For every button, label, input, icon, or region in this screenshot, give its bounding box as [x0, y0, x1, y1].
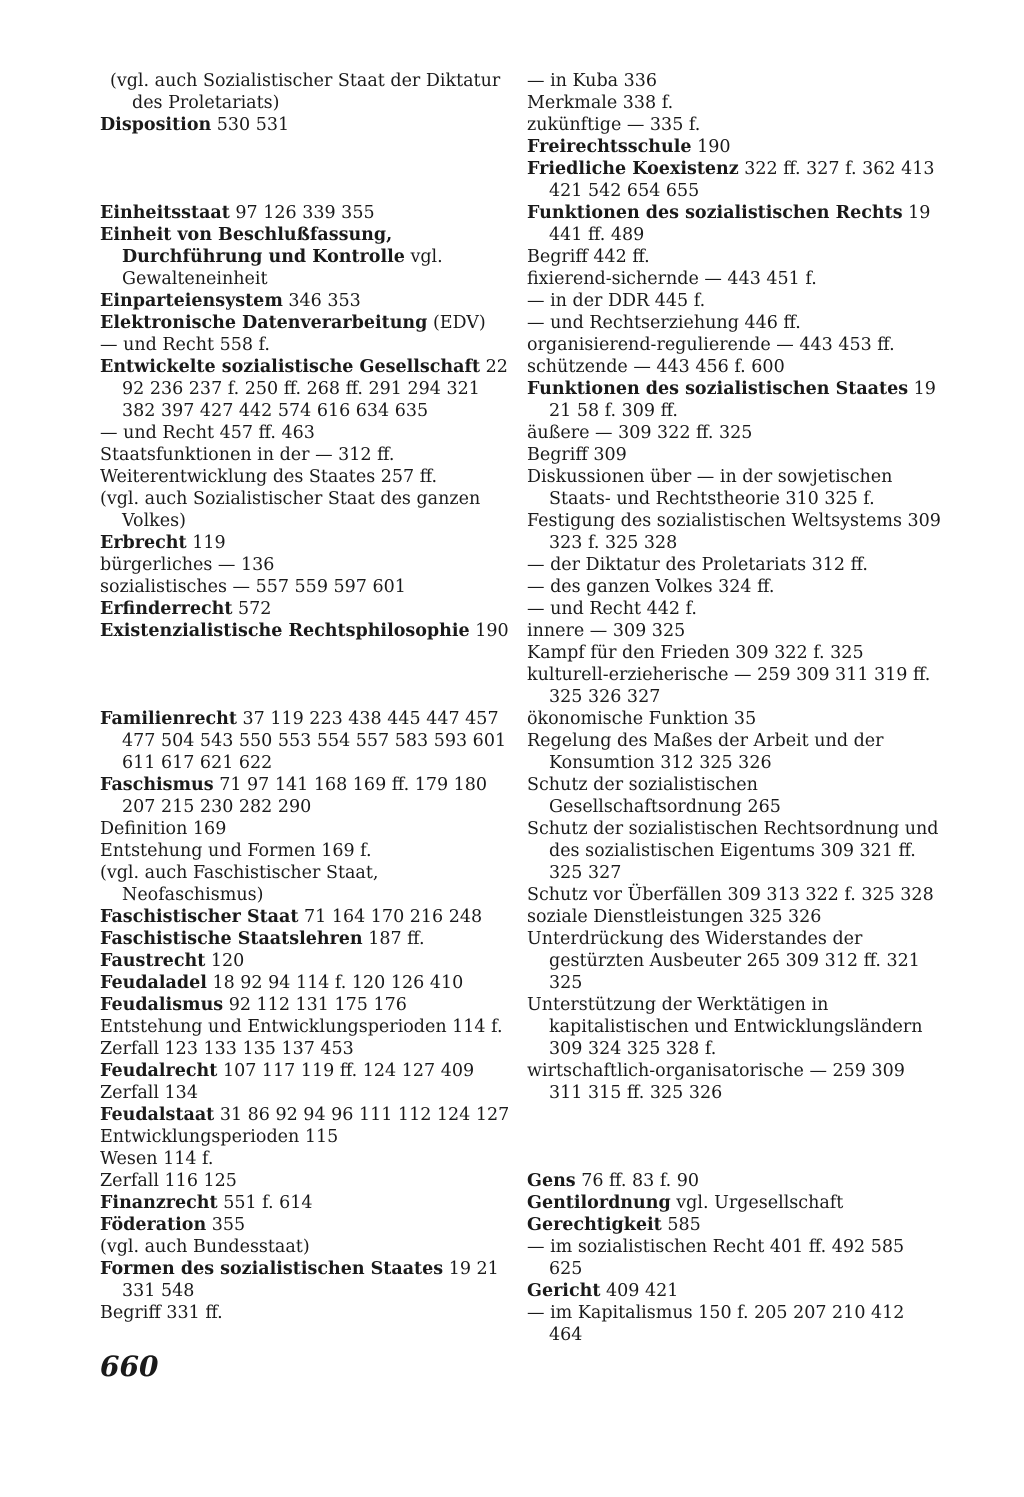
index-entry: [527, 1302, 942, 1346]
page-number: 660: [100, 1350, 159, 1383]
index-text: — im sozialistischen Recht 401 ff. 492 585 625: [527, 1237, 905, 1279]
index-heading: Einparteiensystem: [100, 291, 283, 311]
index-entry: [110, 70, 515, 114]
index-text: 119: [186, 533, 226, 553]
index-entry: [100, 1302, 515, 1324]
index-text: 22 92 236 237 f. 250 ff. 268 ff. 291 294 321 382 397 427 442 574 616 634 635: [122, 357, 508, 421]
index-text: vgl. Urgesellschaft: [670, 1193, 844, 1213]
index-entry: [100, 862, 515, 906]
index-text: 346 353: [282, 291, 361, 311]
index-heading: Erbrecht: [100, 533, 187, 553]
index-entry: [100, 224, 515, 290]
index-text: 19 441 ff. 489: [549, 203, 931, 245]
index-text: ökonomische Funktion 35: [527, 709, 757, 729]
index-text: — in der DDR 445 f.: [527, 291, 706, 311]
index-heading: Erfinderrecht: [100, 599, 233, 619]
index-text: äußere — 309 322 ff. 325: [527, 423, 753, 443]
index-entry: [100, 1060, 515, 1082]
index-heading: Feudaladel: [100, 973, 207, 993]
index-entry: [100, 1104, 515, 1126]
index-text: 19 21 331 548: [122, 1259, 499, 1301]
index-text: 92 112 131 175 176: [223, 995, 407, 1015]
index-heading: Elektronische Datenverarbeitung: [100, 313, 428, 333]
index-heading: Formen des sozialistischen Staates: [100, 1259, 444, 1279]
index-heading: Finanzrecht: [100, 1193, 218, 1213]
index-text: Definition 169: [100, 819, 227, 839]
index-text: — des ganzen Volkes 324 ff.: [527, 577, 775, 597]
index-heading: Einheit von Beschlußfassung, Durchführung und Kontrolle: [100, 225, 405, 267]
index-text: 71 97 141 168 169 ff. 179 180 207 215 230 282 290: [122, 775, 488, 817]
index-text: zukünftige — 335 f.: [527, 115, 701, 135]
index-text: Weiterentwicklung des Staates 257 ff.: [100, 467, 438, 487]
index-text: 120: [205, 951, 245, 971]
index-entry: [100, 1236, 515, 1258]
index-text: — und Recht 558 f.: [100, 335, 270, 355]
index-entry: [100, 840, 515, 862]
index-entry: [527, 994, 942, 1060]
index-text: Zerfall 134: [100, 1083, 198, 1103]
index-entry: [527, 664, 942, 708]
index-text: — in Kuba 336: [527, 71, 658, 91]
index-entry: [527, 444, 942, 466]
index-entry: [100, 994, 515, 1016]
index-entry: [527, 268, 942, 290]
index-text: Unterdrückung des Widerstandes der gestürzten Ausbeuter 265 309 312 ff. 321 325: [527, 929, 920, 993]
index-entry: [527, 202, 942, 246]
index-text: 76 ff. 83 f. 90: [575, 1171, 700, 1191]
index-text: (vgl. auch Faschistischer Staat, Neofaschismus): [100, 863, 379, 905]
index-text: Diskussionen über — in der sowjetischen Staats- und Rechtstheorie 310 325 f.: [527, 467, 893, 509]
index-heading: Gens: [527, 1171, 576, 1191]
index-entry: [527, 136, 942, 158]
index-text: schützende — 443 456 f. 600: [527, 357, 785, 377]
index-text: Entstehung und Entwicklungsperioden 114 f.: [100, 1017, 503, 1037]
index-entry: [100, 1016, 515, 1038]
right-column: [527, 70, 942, 1346]
index-heading: Existenzialistische Rechtsphilosophie: [100, 621, 470, 641]
index-heading: Funktionen des sozialistischen Rechts: [527, 203, 903, 223]
index-text: kulturell-erzieherische — 259 309 311 319 ff. 325 326 327: [527, 665, 931, 707]
index-heading: Faschismus: [100, 775, 214, 795]
index-entry: [527, 312, 942, 334]
index-entry: [527, 510, 942, 554]
index-text: Wesen 114 f.: [100, 1149, 214, 1169]
index-entry: [100, 1258, 515, 1302]
left-column: [100, 70, 515, 1324]
index-entry: [527, 554, 942, 576]
index-text: — und Rechtserziehung 446 ff.: [527, 313, 801, 333]
index-heading: Faschistischer Staat: [100, 907, 299, 927]
index-entry: [527, 730, 942, 774]
index-entry: [527, 334, 942, 356]
index-text: 409 421: [600, 1281, 679, 1301]
index-entry: [100, 774, 515, 818]
index-heading: Familienrecht: [100, 709, 237, 729]
index-text: Begriff 309: [527, 445, 627, 465]
index-text: 572: [232, 599, 272, 619]
index-text: (EDV): [427, 313, 486, 333]
index-entry: [527, 774, 942, 818]
index-text: Begriff 331 ff.: [100, 1303, 223, 1323]
index-text: 190: [691, 137, 731, 157]
index-text: 71 164 170 216 248: [298, 907, 483, 927]
index-entry: [100, 334, 515, 356]
index-heading: Friedliche Koexistenz: [527, 159, 739, 179]
index-text: 187 ff.: [362, 929, 425, 949]
index-text: — im Kapitalismus 150 f. 205 207 210 412 464: [527, 1303, 905, 1345]
index-text: 355: [206, 1215, 246, 1235]
index-text: (vgl. auch Bundesstaat): [100, 1237, 310, 1257]
index-entry: [100, 466, 515, 488]
index-text: 107 117 119 ff. 124 127 409: [217, 1061, 475, 1081]
index-entry: [100, 1192, 515, 1214]
index-heading: Feudalrecht: [100, 1061, 218, 1081]
index-entry: [527, 928, 942, 994]
index-text: Zerfall 116 125: [100, 1171, 237, 1191]
index-text: (vgl. auch Sozialistischer Staat der Diktatur des Proletariats): [110, 71, 501, 113]
index-entry: [527, 1236, 942, 1280]
index-text: Kampf für den Frieden 309 322 f. 325: [527, 643, 864, 663]
index-text: Schutz der sozialistischen Rechtsordnung und des sozialistischen Eigentums 309 321 ff. 325 327: [527, 819, 939, 883]
index-text: Schutz der sozialistischen Gesellschaftsordnung 265: [527, 775, 781, 817]
index-entry: [100, 422, 515, 444]
index-text: sozialistisches — 557 559 597 601: [100, 577, 406, 597]
index-entry: [100, 620, 515, 642]
index-entry: [527, 158, 942, 202]
index-text: 31 86 92 94 96 111 112 124 127: [214, 1105, 510, 1125]
index-entry: [527, 290, 942, 312]
index-entry: [100, 1038, 515, 1060]
index-text: Entwicklungsperioden 115: [100, 1127, 339, 1147]
index-entry: [100, 1170, 515, 1192]
index-text: 97 126 339 355: [229, 203, 375, 223]
index-entry: [100, 972, 515, 994]
index-entry: [100, 708, 515, 774]
index-heading: Gericht: [527, 1281, 601, 1301]
index-entry: [100, 444, 515, 466]
index-text: (vgl. auch Sozialistischer Staat des ganzen Volkes): [100, 489, 481, 531]
index-entry: [100, 1126, 515, 1148]
index-heading: Föderation: [100, 1215, 207, 1235]
index-text: 190: [469, 621, 509, 641]
index-heading: Feudalstaat: [100, 1105, 215, 1125]
index-entry: [527, 246, 942, 268]
index-entry: [527, 1192, 942, 1214]
index-text: 19 21 58 f. 309 ff.: [549, 379, 936, 421]
index-text: Schutz vor Überfällen 309 313 322 f. 325 328: [527, 885, 934, 905]
index-heading: Feudalismus: [100, 995, 224, 1015]
index-text: Festigung des sozialistischen Weltsystems 309 323 f. 325 328: [527, 511, 941, 553]
index-heading: Gerechtigkeit: [527, 1215, 662, 1235]
index-entry: [527, 620, 942, 642]
index-text: 585: [661, 1215, 701, 1235]
index-entry: [100, 202, 515, 224]
index-text: 530 531: [211, 115, 290, 135]
index-entry: [100, 928, 515, 950]
index-entry: [527, 818, 942, 884]
index-text: Regelung des Maßes der Arbeit und der Konsumtion 312 325 326: [527, 731, 884, 773]
index-entry: [100, 114, 515, 136]
index-heading: Entwickelte sozialistische Gesellschaft: [100, 357, 481, 377]
index-entry: [100, 290, 515, 312]
index-entry: [100, 950, 515, 972]
index-heading: Gentilordnung: [527, 1193, 671, 1213]
index-text: organisierend-regulierende — 443 453 ff.: [527, 335, 895, 355]
index-heading: Disposition: [100, 115, 212, 135]
index-entry: [527, 378, 942, 422]
index-text: Unterstützung der Werktätigen in kapitalistischen und Entwicklungsländern 309 324 325 328 f.: [527, 995, 923, 1059]
index-entry: [100, 1082, 515, 1104]
index-heading: Freirechtsschule: [527, 137, 692, 157]
index-entry: [527, 1170, 942, 1192]
index-entry: [100, 554, 515, 576]
index-entry: [100, 488, 515, 532]
index-entry: [527, 906, 942, 928]
index-entry: [527, 70, 942, 92]
index-text: innere — 309 325: [527, 621, 686, 641]
index-heading: Funktionen des sozialistischen Staates: [527, 379, 909, 399]
index-text: 322 ff. 327 f. 362 413 421 542 654 655: [549, 159, 935, 201]
index-text: Begriff 442 ff.: [527, 247, 650, 267]
index-entry: [527, 884, 942, 906]
index-heading: Einheitsstaat: [100, 203, 230, 223]
index-entry: [527, 642, 942, 664]
index-entry: [100, 532, 515, 554]
index-text: 37 119 223 438 445 447 457 477 504 543 550 553 554 557 583 593 601 611 617 621 622: [122, 709, 507, 773]
index-text: Zerfall 123 133 135 137 453: [100, 1039, 354, 1059]
index-entry: [527, 1280, 942, 1302]
index-entry: [527, 356, 942, 378]
index-entry: [100, 598, 515, 620]
index-text: bürgerliches — 136: [100, 555, 275, 575]
index-entry: [527, 598, 942, 620]
index-entry: [527, 92, 942, 114]
index-text: soziale Dienstleistungen 325 326: [527, 907, 822, 927]
index-entry: [527, 1060, 942, 1104]
index-entry: [527, 422, 942, 444]
index-text: fixierend-sichernde — 443 451 f.: [527, 269, 817, 289]
index-heading: Faustrecht: [100, 951, 206, 971]
index-text: — und Recht 457 ff. 463: [100, 423, 315, 443]
index-entry: [100, 818, 515, 840]
index-entry: [100, 906, 515, 928]
index-entry: [100, 1214, 515, 1236]
index-entry: [100, 1148, 515, 1170]
index-text: 18 92 94 114 f. 120 126 410: [206, 973, 464, 993]
index-text: — der Diktatur des Proletariats 312 ff.: [527, 555, 868, 575]
index-entry: [100, 356, 515, 422]
index-text: Merkmale 338 f.: [527, 93, 674, 113]
index-text: vgl. Gewalteneinheit: [122, 247, 443, 289]
index-text: Staatsfunktionen in der — 312 ff.: [100, 445, 395, 465]
index-text: Entstehung und Formen 169 f.: [100, 841, 372, 861]
index-entry: [527, 576, 942, 598]
index-text: — und Recht 442 f.: [527, 599, 697, 619]
index-heading: Faschistische Staatslehren: [100, 929, 363, 949]
index-entry: [100, 576, 515, 598]
index-entry: [527, 466, 942, 510]
index-entry: [100, 312, 515, 334]
index-entry: [527, 1214, 942, 1236]
index-text: 551 f. 614: [217, 1193, 313, 1213]
index-entry: [527, 708, 942, 730]
index-entry: [527, 114, 942, 136]
index-text: wirtschaftlich-organisatorische — 259 309 311 315 ff. 325 326: [527, 1061, 905, 1103]
